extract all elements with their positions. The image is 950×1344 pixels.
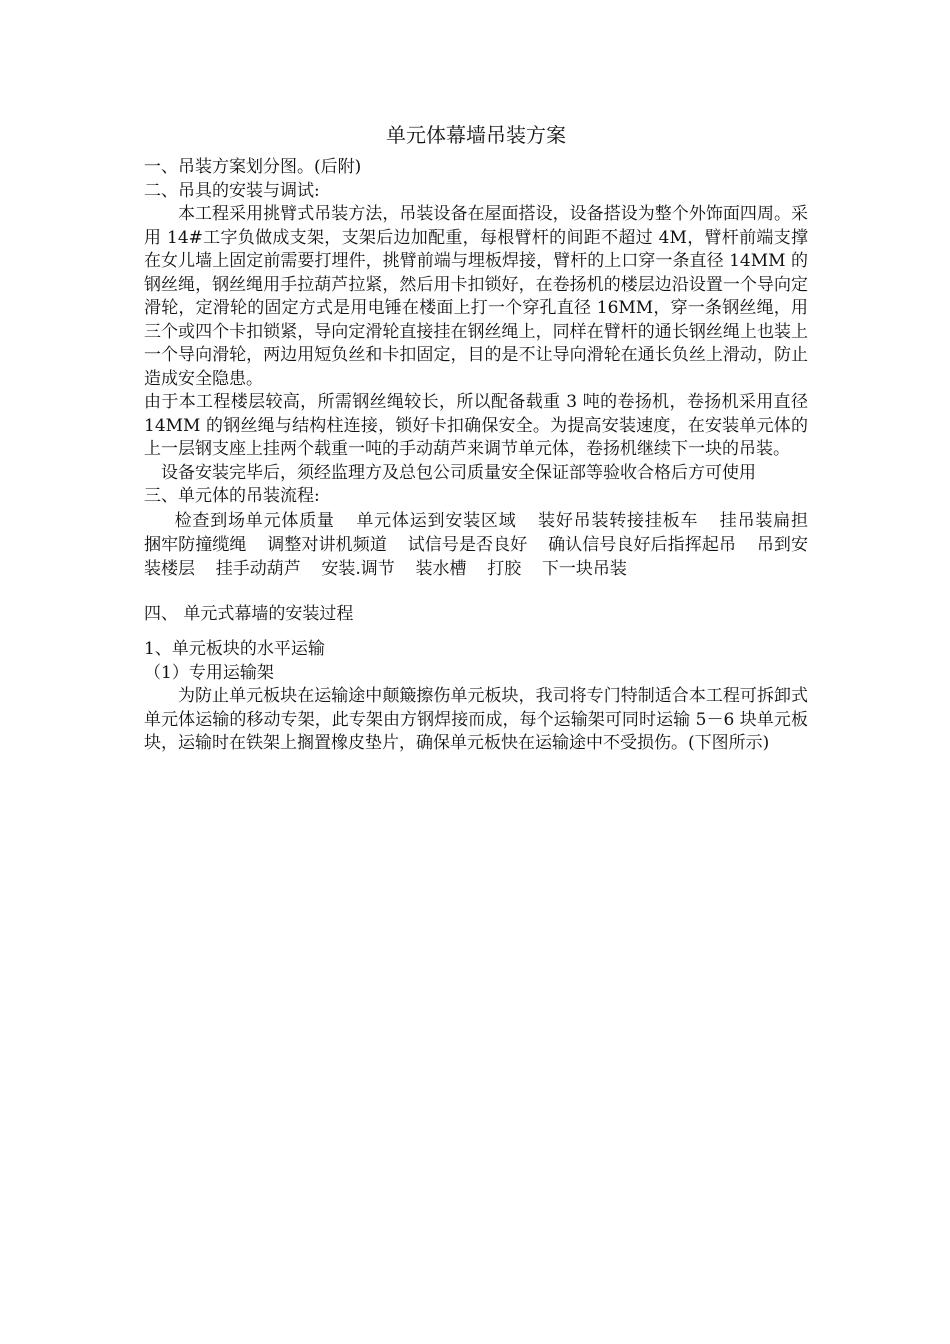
section-heading-4: 四、 单元式幕墙的安装过程	[144, 603, 354, 624]
section-heading-1: 一、吊装方案划分图。(后附)	[144, 157, 362, 177]
section-heading-3: 三、单元体的吊装流程:	[144, 486, 320, 506]
section-heading-2: 二、吊具的安装与调试:	[144, 180, 320, 201]
document-page	[144, 120, 808, 756]
subsection-heading-4-1-1: （1）专用运输架	[144, 662, 274, 683]
subsection-heading-4-1: 1、单元板块的水平运输	[144, 639, 325, 659]
paragraph-acceptance: 设备安装完毕后，须经监理方及总包公司质量安全保证部等验收合格后方可使用	[161, 462, 756, 483]
paragraph-installation: 本工程采用挑臂式吊装方法，吊装设备在屋面搭设，设备搭设为整个外饰面四周。采用 14#工字负做成支架，支架后边加配重，每根臂杆的间距不超过 4M，臂杆前端支撑在女儿墙上固定前需要打埋件，挑臂前端与埋板焊接，臂杆的上口穿一条直径 14MM 的钢丝绳，钢丝绳用手拉葫芦拉紧，然后用卡扣锁好，在卷扬机的楼层边沿设置一个导向定滑轮，定滑轮的固定方式是用电锤在楼面上打一个穿孔直径 16MM，穿一条钢丝绳，用三个或四个卡扣锁紧，导向定滑轮直接挂在钢丝绳上，同样在臂杆的通长钢丝绳上也装上一个导向滑轮，两边用短负丝和卡扣固定，目的是不让导向滑轮在通长负丝上滑动，防止造成安全隐患。	[144, 204, 808, 389]
paragraph-transport-rack: 为防止单元板块在运输途中颠簸擦伤单元板块，我司将专门特制适合本工程可拆卸式单元体运输的移动专架，此专架由方钢焊接而成，每个运输架可同时运输 5－6 块单元板块，运输时在铁架上搁置橡皮垫片，确保单元板快在运输途中不受损伤。(下图所示)	[144, 686, 808, 753]
spacer	[144, 581, 808, 603]
paragraph-winch: 由于本工程楼层较高，所需钢丝绳较长，所以配备载重 3 吨的卷扬机，卷扬机采用直径 14MM 的钢丝绳与结构柱连接，锁好卡扣确保安全。为提高安装速度，在安装单元体的上一层钢支座上挂两个载重一吨的手动葫芦来调节单元体，卷扬机继续下一块的吊装。	[144, 392, 808, 459]
document-title: 单元体幕墙吊装方案	[386, 123, 566, 147]
spacer	[144, 626, 808, 638]
hoisting-flow-steps: 检查到场单元体质量 单元体运到安装区域 装好吊装转接挂板车 挂吊装扁担 捆牢防撞缆绳 调整对讲机频道 试信号是否良好 确认信号良好后指挥起吊 吊到安装楼层 挂手动葫芦 安装.调节 装水槽 打胶 下一块吊装	[144, 510, 808, 579]
